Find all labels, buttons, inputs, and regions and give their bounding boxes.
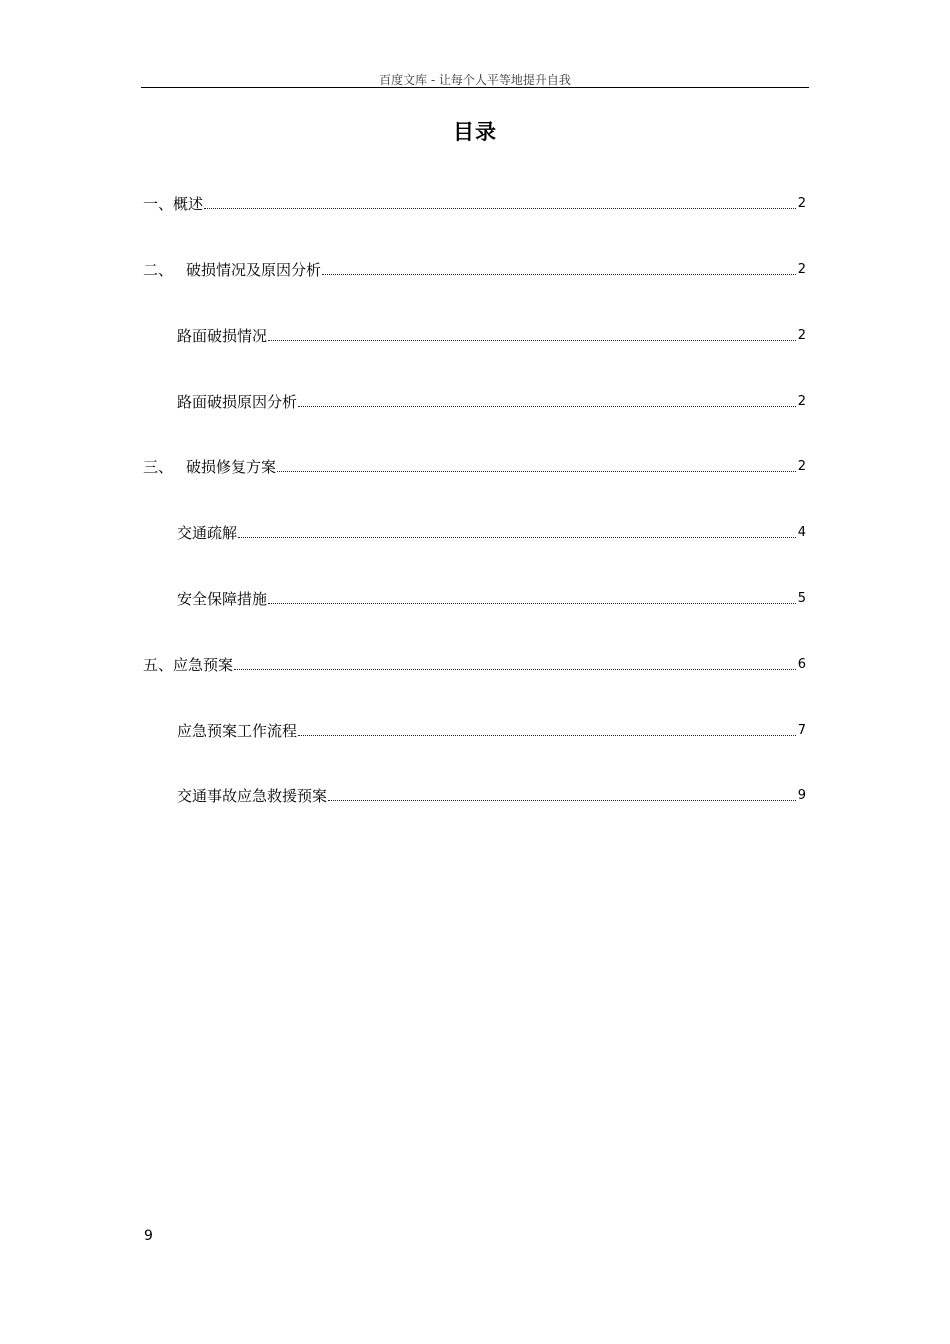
toc-entry-number: 三、 <box>143 458 174 476</box>
toc-dot-leader <box>238 537 796 538</box>
toc-dot-leader <box>298 735 796 736</box>
toc-dot-leader <box>268 340 796 341</box>
page-header: 百度文库 - 让每个人平等地提升自我 <box>379 73 571 87</box>
toc-entry-page: 2 <box>797 262 806 277</box>
toc-entry-page: 5 <box>797 591 806 606</box>
toc-entry-label: 破损情况及原因分析 <box>186 261 322 279</box>
page-number: 9 <box>144 1228 153 1244</box>
toc-entry-label: 应急预案工作流程 <box>177 722 298 740</box>
toc-dot-leader <box>204 208 796 209</box>
toc-dot-leader <box>322 274 796 275</box>
toc-entry-label: 路面破损情况 <box>177 327 268 345</box>
toc-entry-page: 2 <box>797 459 806 474</box>
toc-title: 目录 <box>453 120 497 144</box>
toc-dot-leader <box>298 406 796 407</box>
toc-entry-label: 路面破损原因分析 <box>177 393 298 411</box>
toc-entry-number: 一、 <box>143 195 174 213</box>
toc-entry-label: 应急预案 <box>173 656 234 674</box>
toc-entry-label: 概述 <box>173 195 204 213</box>
toc-entry-road-damage[interactable] <box>177 325 806 347</box>
toc-entry-damage-analysis[interactable] <box>143 259 806 281</box>
toc-entry-label: 交通事故应急救援预案 <box>177 787 328 805</box>
toc-entry-label: 安全保障措施 <box>177 590 268 608</box>
toc-dot-leader <box>277 471 796 472</box>
toc-entry-repair-plan[interactable] <box>143 456 806 478</box>
toc-entry-emergency-plan[interactable] <box>143 654 806 676</box>
toc-dot-leader <box>328 800 796 801</box>
toc-entry-label: 交通疏解 <box>177 524 238 542</box>
toc-entry-page: 2 <box>797 196 806 211</box>
toc-entry-page: 9 <box>797 788 806 803</box>
toc-entry-page: 6 <box>797 657 806 672</box>
toc-entry-emergency-workflow[interactable] <box>177 720 806 742</box>
toc-entry-page: 2 <box>797 328 806 343</box>
toc-entry-traffic-diversion[interactable] <box>177 522 806 544</box>
toc-entry-label: 破损修复方案 <box>186 458 277 476</box>
toc-dot-leader <box>268 603 796 604</box>
toc-entry-overview[interactable] <box>143 193 806 215</box>
toc-entry-number: 二、 <box>143 261 174 279</box>
toc-entry-page: 7 <box>797 723 806 738</box>
toc-entry-safety-measures[interactable] <box>177 588 806 610</box>
toc-entry-accident-rescue-plan[interactable] <box>177 785 806 807</box>
toc-entry-road-damage-causes[interactable] <box>177 391 806 413</box>
toc-entry-page: 4 <box>797 525 806 540</box>
toc-entry-page: 2 <box>797 394 806 409</box>
toc-entry-number: 五、 <box>143 656 174 674</box>
toc-dot-leader <box>234 669 796 670</box>
